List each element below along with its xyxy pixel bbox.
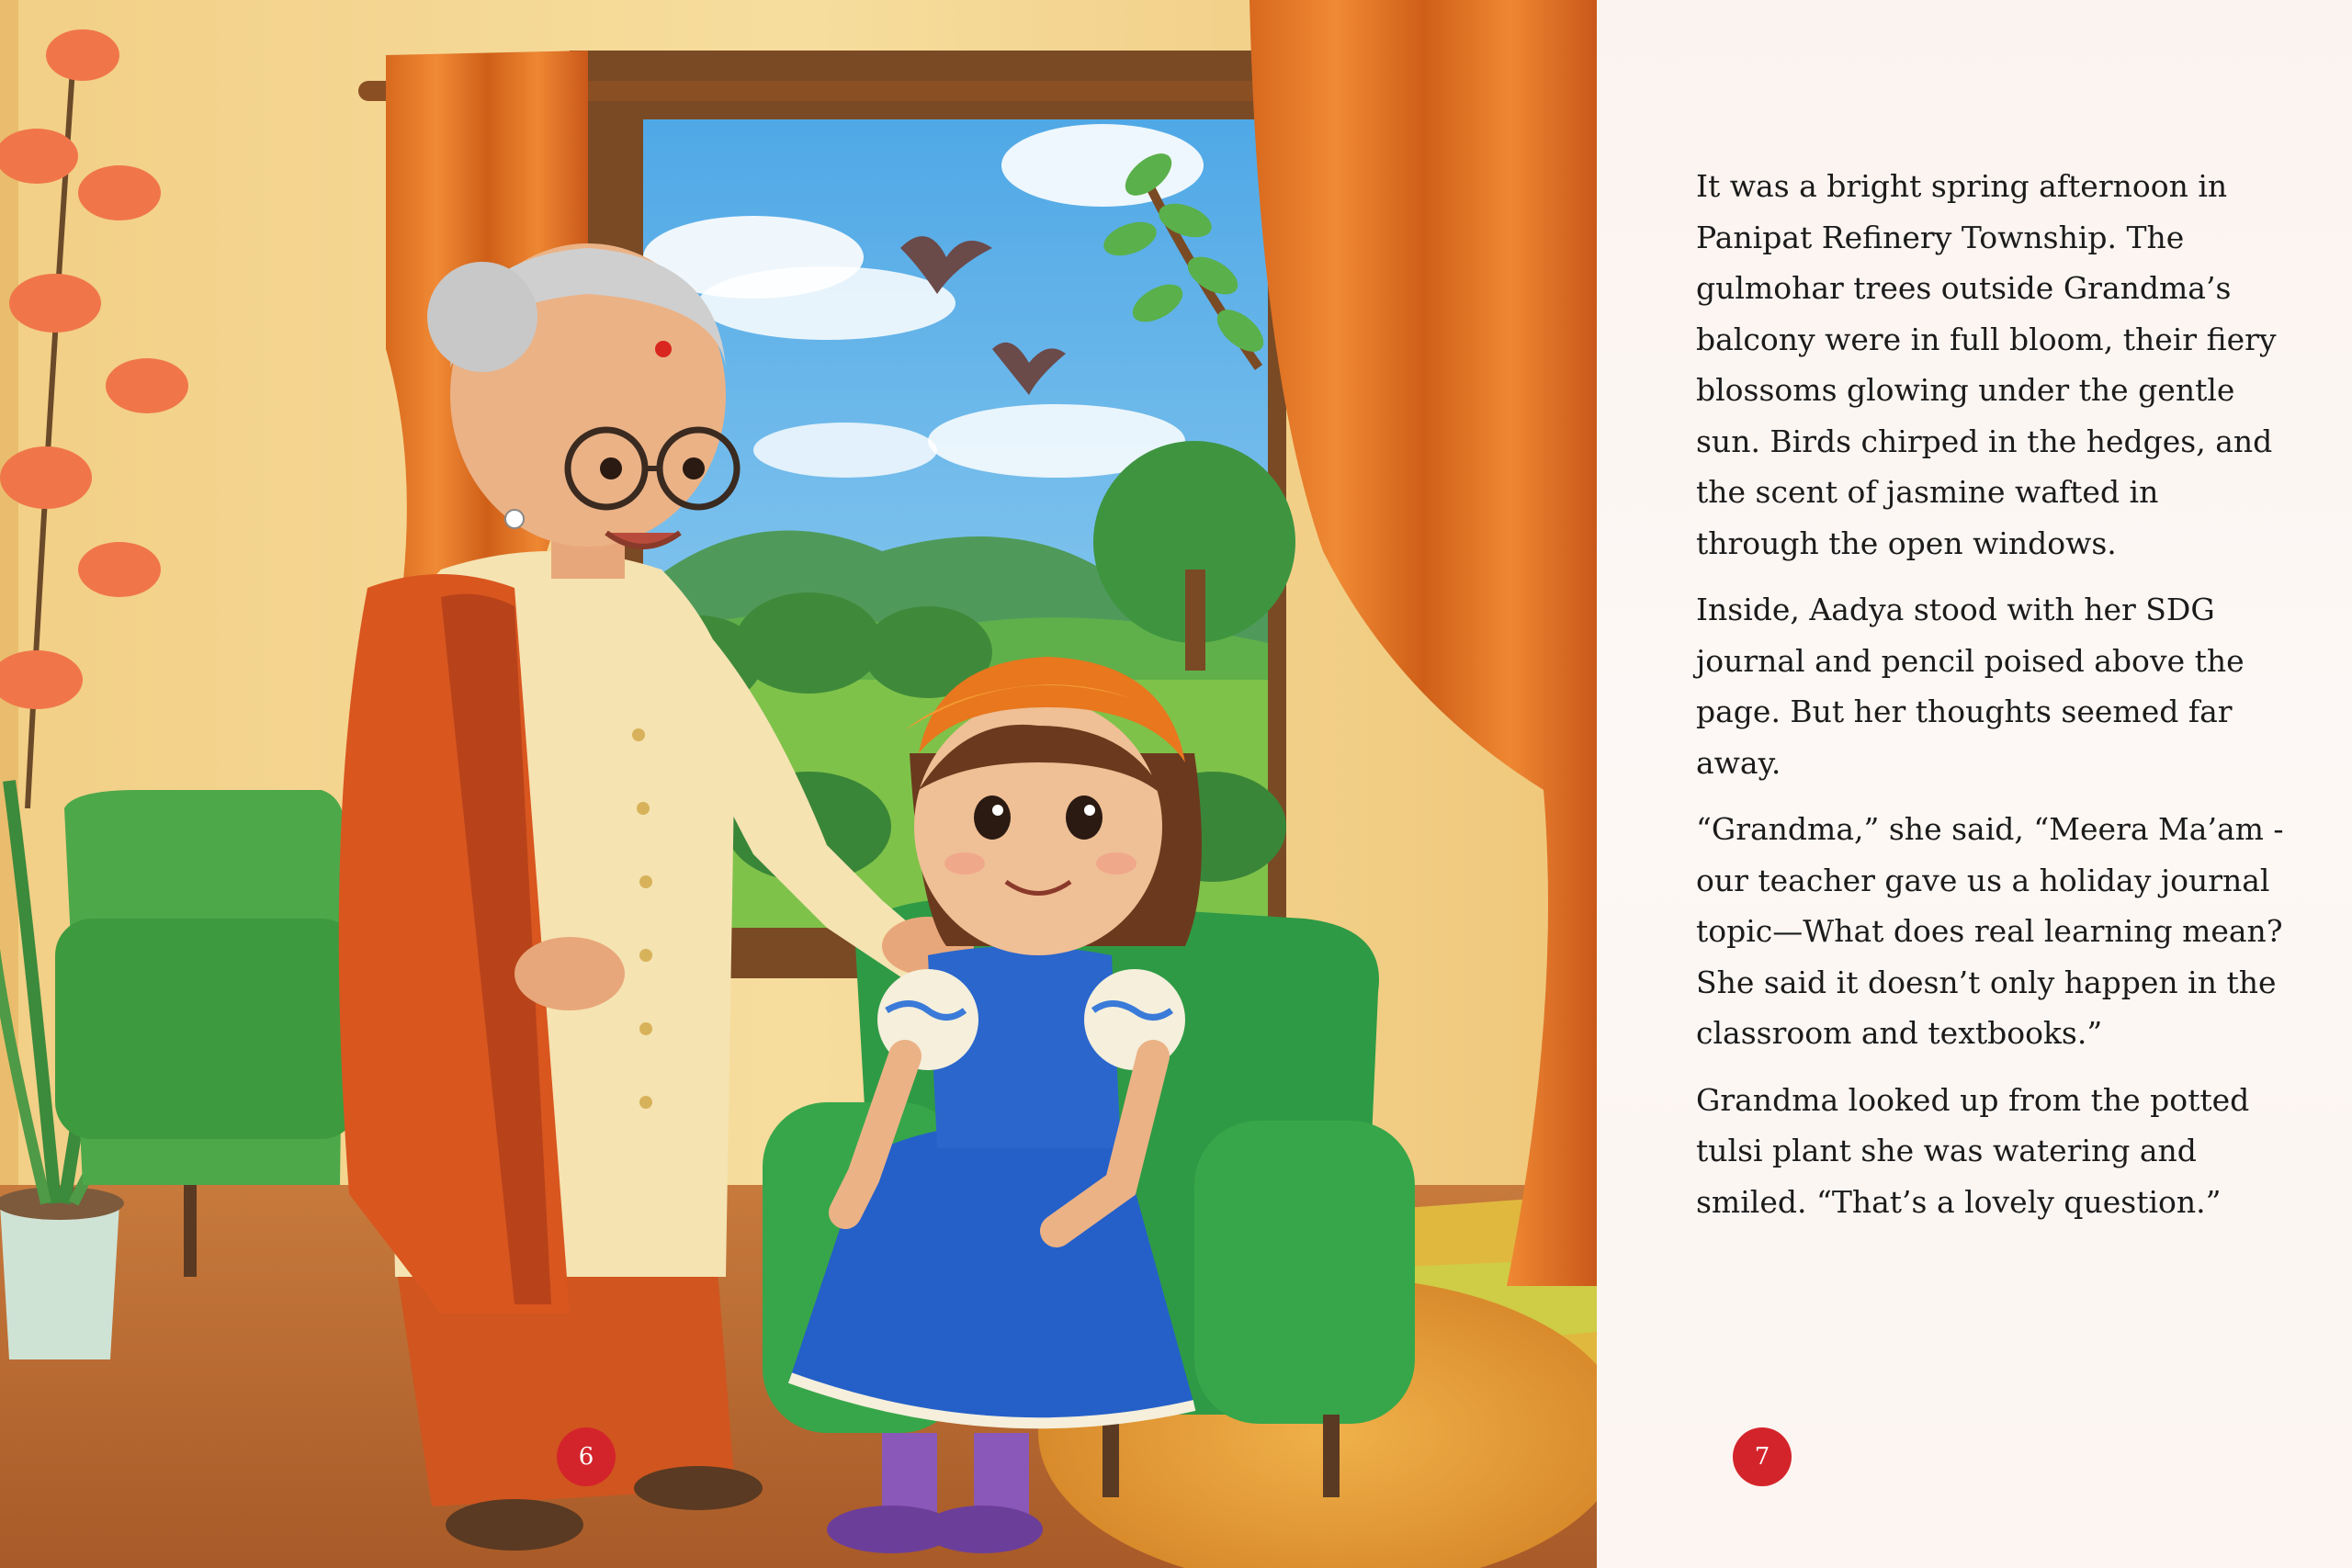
story-paragraph-1: It was a bright spring afternoon in Panipat Refinery Township. The gulmohar trees outside Grandma’s balcony were in full bloom, their fiery blossoms glowing under the gentle sun. Birds chirped in the hedges, and the scent of jasmine wafted in through the open windows.: [1696, 168, 2277, 561]
story-paragraph-2: Inside, Aadya stood with her SDG journal and pencil poised above the page. But her thoughts seemed far away.: [1696, 592, 2245, 781]
page-number-left: 6: [557, 1427, 616, 1486]
story-paragraph-3: “Grandma,” she said, “Meera Ma’am - our teacher gave us a holiday journal topic—What does real learning mean? She said it doesn’t only happen in the classroom and textbooks.”: [1696, 811, 2284, 1051]
story-text: [1696, 161, 2284, 1243]
page-number-right: 7: [1733, 1427, 1792, 1486]
story-paragraph-4: Grandma looked up from the potted tulsi plant she was watering and smiled. “That’s a lovely question.”: [1696, 1081, 2250, 1220]
